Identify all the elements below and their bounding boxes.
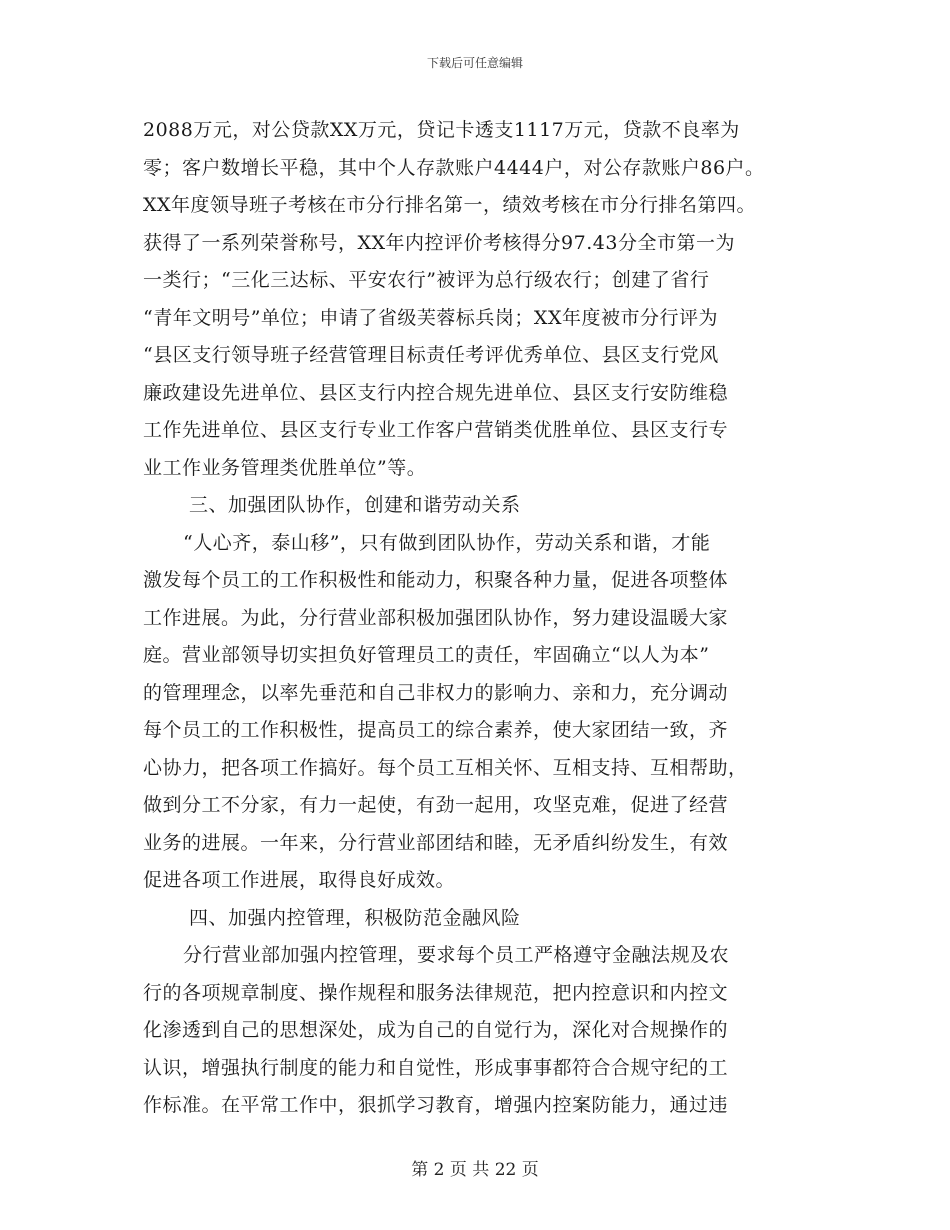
text-line: 行的各项规章制度、操作规程和服务法律规范，把内控意识和内控文 — [143, 981, 729, 1004]
text-line: 一类行；“三化三达标、平安农行”被评为总行级农行；创建了省行 — [143, 269, 710, 291]
text-line: XX年度领导班子考核在市分行排名第一，绩效考核在市分行排名第四。 — [143, 194, 757, 216]
text-line: 认识，增强执行制度的能力和自觉性，形成事事都符合合规守纪的工 — [143, 1056, 729, 1079]
text-line: 廉政建设先进单位、县区支行内控合规先进单位、县区支行安防维稳 — [143, 381, 729, 404]
text-line: 促进各项工作进展，取得良好成效。 — [143, 869, 456, 891]
text-line: 零；客户数增长平稳，其中个人存款账户4444户，对公存款账户86户。 — [143, 156, 765, 179]
text-line: 心协力，把各项工作搞好。每个员工互相关怀、互相支持、互相帮助， — [143, 756, 748, 779]
text-line: “县区支行领导班子经营管理目标责任考评优秀单位、县区支行党风 — [143, 344, 719, 366]
text-line: 工作进展。为此，分行营业部积极加强团队协作，努力建设温暖大家 — [143, 606, 729, 629]
text-line: 化渗透到自己的思想深处，成为自己的自觉行为，深化对合规操作的 — [143, 1019, 729, 1041]
page-header: 下载后可任意编辑 — [426, 56, 523, 70]
text-line: 获得了一系列荣誉称号，XX年内控评价考核得分97.43分全市第一为 — [143, 231, 735, 254]
text-line: “人心齐，泰山移”，只有做到团队协作，劳动关系和谐，才能 — [183, 531, 711, 554]
text-line: 的管理理念，以率先垂范和自己非权力的影响力、亲和力，充分调动 — [143, 681, 729, 704]
text-line: “青年文明号”单位；申请了省级芙蓉标兵岗；XX年度被市分行评为 — [143, 306, 718, 329]
text-line: 业务的进展。一年来，分行营业部团结和睦，无矛盾纠纷发生，有效 — [143, 831, 729, 854]
document-body — [143, 112, 823, 1125]
section-heading-3: 三、加强团队协作，创建和谐劳动关系 — [189, 494, 521, 516]
text-line: 分行营业部加强内控管理，要求每个员工严格遵守金融法规及农 — [183, 944, 730, 966]
text-line: 工作先进单位、县区支行专业工作客户营销类优胜单位、县区支行专 — [143, 419, 729, 441]
text-line: 每个员工的工作积极性，提高员工的综合素养，使大家团结一致，齐 — [143, 719, 729, 741]
text-line: 业工作业务管理类优胜单位”等。 — [143, 456, 427, 479]
page-footer: 第 2 页 共 22 页 — [411, 1160, 539, 1180]
text-line: 激发每个员工的工作积极性和能动力，积聚各种力量，促进各项整体 — [143, 569, 729, 591]
section-heading-4: 四、加强内控管理，积极防范金融风险 — [189, 906, 521, 929]
text-line: 作标准。在平常工作中，狠抓学习教育，增强内控案防能力，通过违 — [143, 1094, 729, 1116]
text-line: 庭。营业部领导切实担负好管理员工的责任，牢固确立“以人为本” — [143, 644, 710, 666]
text-line: 2088万元，对公贷款XX万元，贷记卡透支1117万元，贷款不良率为 — [143, 119, 740, 141]
text-line: 做到分工不分家，有力一起使，有劲一起用，攻坚克难，促进了经营 — [143, 794, 729, 816]
